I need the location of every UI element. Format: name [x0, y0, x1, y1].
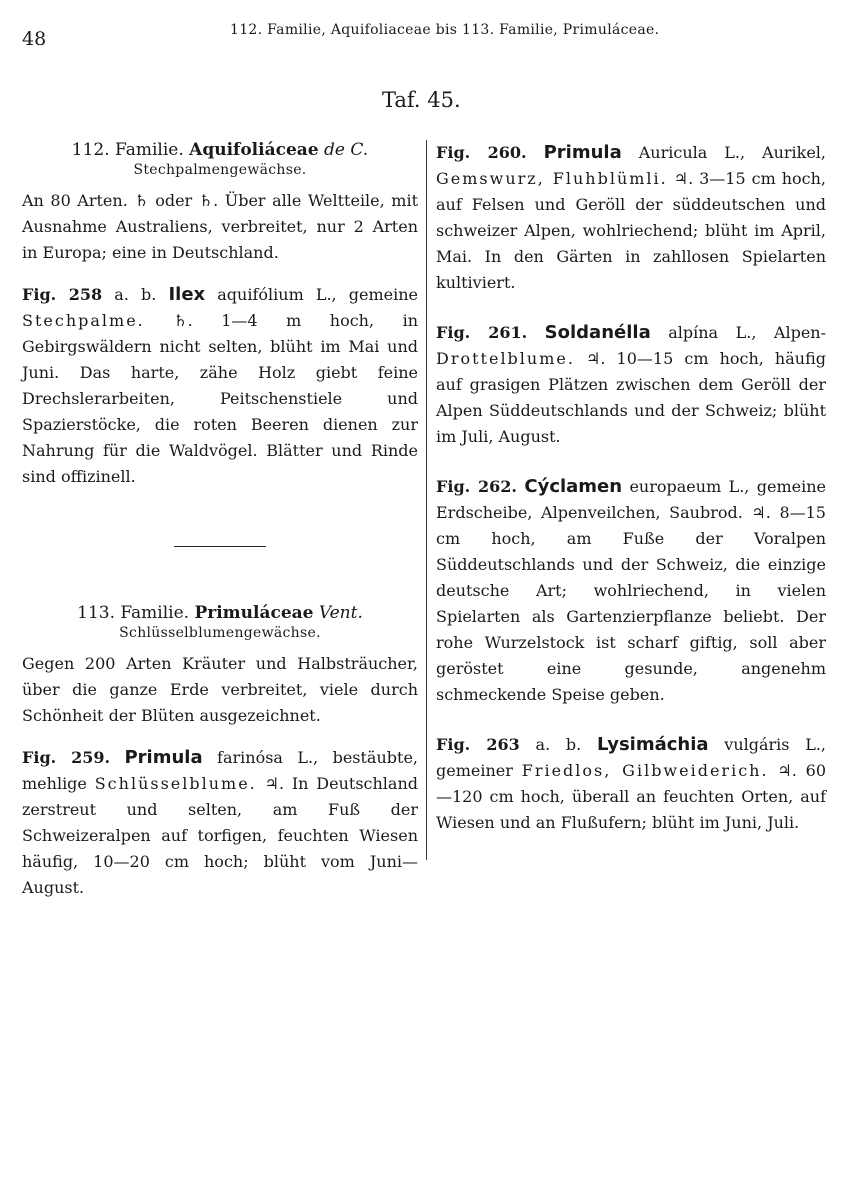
family-author: de C.: [324, 140, 369, 160]
column-divider: [426, 140, 427, 860]
fig-259-entry: [22, 745, 418, 901]
species-name: Auricula L., Aurikel,: [638, 143, 827, 162]
entry-text: ♃. 3—15 cm hoch, auf Felsen und Geröll der süddeutschen und schweizer Alpen, wohlriechend; blüht im April, Mai. In den Gärten in zahllosen Spielarten kultiviert.: [436, 169, 826, 292]
common-name: Schlüsselblume.: [94, 774, 257, 793]
section-divider: [174, 546, 266, 547]
page-number: 48: [22, 28, 47, 50]
fig-ref: a. b.: [114, 285, 157, 304]
fig-263-entry: [436, 732, 826, 836]
family-112-subtitle: Stechpalmengewächse.: [133, 162, 307, 178]
fig-label: Fig. 259.: [22, 748, 111, 767]
species-name: alpína L., Alpen-: [668, 323, 826, 342]
species-name: farinósa L., bestäubte, mehlige: [22, 748, 419, 793]
common-name: Erdscheibe, Alpenveilchen, Saubrod.: [436, 503, 743, 522]
entry-text: ♄. 1—4 m hoch, in Gebirgswäldern nicht selten, blüht im Mai und Juni. Das harte, zähe Holz giebt feine Drechslerarbeiten, Peitschenstiele und Spazierstöcke, die roten Beeren dienen zur Nahrung für die Waldvögel. Blätter und Rinde sind offizinell.: [22, 311, 418, 486]
fig-261-entry: [436, 320, 826, 450]
fig-260-entry: [436, 140, 826, 296]
family-112-description: An 80 Arten. ♄ oder ♄. Über alle Weltteile, mit Ausnahme Australiens, verbreitet, nur 2 Arten in Europa; eine in Deutschland.: [22, 191, 418, 262]
common-name: Stechpalme.: [22, 311, 145, 330]
common-name: Drottelblume.: [436, 349, 575, 368]
fig-label: Fig. 261.: [436, 323, 528, 342]
entry-text: ♃. In Deutschland zerstreut und selten, am Fuß der Schweizeralpen auf torfigen, feuchten Wiesen häufig, 10—20 cm hoch; blüht vom Juni—August.: [22, 774, 418, 897]
species-name: aquifólium L., gemeine: [217, 285, 418, 304]
fig-label: Fig. 262.: [436, 477, 518, 496]
family-number: 113. Familie.: [77, 603, 190, 623]
fig-262-entry: [436, 474, 826, 708]
family-name: Aquifoliáceae: [189, 140, 319, 160]
species-name: europaeum L., gemeine: [629, 477, 826, 496]
genus-name: Ilex: [168, 284, 206, 305]
genus-name: Cýclamen: [524, 476, 623, 497]
fig-ref: a. b.: [535, 735, 582, 754]
family-number: 112. Familie.: [71, 140, 184, 160]
right-column: [436, 140, 826, 852]
entry-text: ♃. 8—15 cm hoch, am Fuße der Voralpen Süddeutschlands und der Schweiz, die einzige deutsche Art; wohlriechend, in vielen Spielarten als Gartenzierpflanze beliebt. Der rohe Wurzelstock ist scharf giftig, soll aber geröstet eine gesunde, angenehm schmeckende Speise geben.: [436, 503, 826, 704]
genus-name: Soldanélla: [544, 322, 651, 343]
left-column: [22, 140, 418, 917]
family-113-description: Gegen 200 Arten Kräuter und Halbsträucher, über die ganze Erde verbreitet, viele durch Schönheit der Blüten ausgezeichnet.: [22, 654, 418, 725]
running-title: 112. Familie, Aquifoliaceae bis 113. Familie, Primuláceae.: [230, 22, 660, 38]
entry-text: ♃. 60—120 cm hoch, überall an feuchten Orten, auf Wiesen und an Flußufern; blüht im Juni, Juli.: [436, 761, 826, 832]
genus-name: Lysimáchia: [596, 734, 709, 755]
species-name: vulgáris L., gemeiner: [436, 735, 827, 780]
plate-title: Taf. 45.: [382, 88, 461, 112]
family-113-subtitle: Schlüsselblumengewächse.: [119, 625, 321, 641]
genus-name: Primula: [124, 747, 203, 768]
fig-label: Fig. 263: [436, 735, 520, 754]
family-author: Vent.: [318, 603, 363, 623]
common-name: Friedlos, Gilbweiderich.: [521, 761, 769, 780]
family-112-heading: [22, 140, 418, 160]
family-113-heading: [22, 603, 418, 623]
fig-label: Fig. 260.: [436, 143, 527, 162]
genus-name: Primula: [543, 142, 622, 163]
fig-label: Fig. 258: [22, 285, 103, 304]
fig-258-entry: [22, 282, 418, 490]
entry-text: ♃. 10—15 cm hoch, häufig auf grasigen Plätzen zwischen dem Geröll der Alpen Süddeutschlands und der Schweiz; blüht im Juli, August.: [436, 349, 826, 446]
family-name: Primuláceae: [194, 603, 314, 623]
common-name: Gemswurz, Fluhblümli.: [436, 169, 668, 188]
